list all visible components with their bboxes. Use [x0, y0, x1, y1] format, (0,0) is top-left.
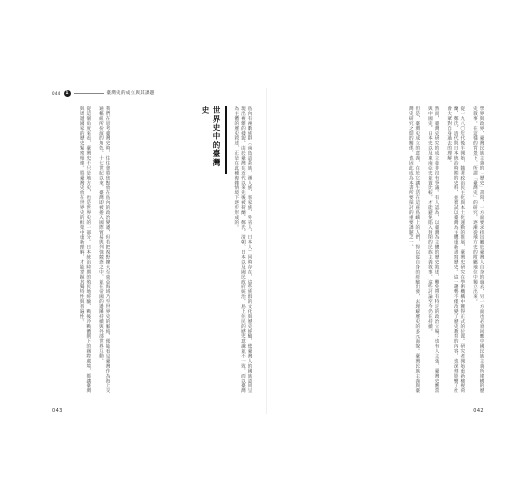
left-page [52, 88, 252, 414]
paragraph: 學界與政界，臺灣民族主義的「歷史」書寫，一方面要求找出屬於臺灣人自身的過去，另一方面也必須回應中國民族主義所建構的歷史敘事。在這樣的背景下，所謂「臺灣史」的研究，逐漸從地方史的附屬地位中獨立出來。 [472, 106, 484, 394]
page-number: 043 [52, 408, 63, 414]
section-title: 世界史中的臺灣史 [200, 106, 227, 174]
left-body-text-2 [52, 106, 110, 398]
paragraph: 然而，臺灣史研究的成立並非沒有爭議。有人認為，以臺灣為主體的歷史敘述，難免帶有特定的政治立場；也有人主張，臺灣史應當與中國史、日本史以及東南亞史並置比較，才能避免陷入封閉的民族主義敘事。這些討論至今仍在持續。 [427, 106, 440, 394]
gutter [266, 88, 267, 414]
paragraph: 從一九八〇年代後半開始，隨著政治民主化與本土化運動的推展，臺灣史研究在學術機構中獲得正式的位置。研究者開始重新檢視荷蘭、鄭氏、清代與日本統治時期的史料，並嘗試以臺灣為主體重新書寫歷史。這一趨勢不僅改變了歷史教育的內容，也深刻影響了社會大眾對自身過去的理解。 [446, 106, 465, 394]
header-rule [74, 93, 104, 94]
header-page-number: 044 [52, 90, 61, 96]
left-body-text-1 [212, 106, 252, 398]
running-header [52, 88, 272, 98]
book-spread [40, 88, 484, 414]
chapter-number-badge: 1 [65, 90, 69, 96]
paragraph: 從這個角度來看，臺灣史不只是地方史，也是世界史的一部分。日本統治時期的殖民地經驗、戰後冷戰體制下的國際處境，都讓臺灣與周邊國家的歷史緊密相連。將臺灣史放在世界史的框架中重新理解，才能掌握其獨特性與普遍性。 [79, 106, 91, 394]
header-title: 臺灣史的成立與其課題 [106, 91, 155, 96]
paragraph: 但是，臺灣史成立的意義，在於它讓生活在這座島嶼上的人們，得以從自身的經驗出發，去理解歷史的多元面貌。臺灣民族主義與臺灣史研究之間的關係，也因此成為本書所要探討的重要課題之一。 [408, 106, 420, 394]
right-body-text [284, 106, 484, 398]
paragraph: 我們在思考臺灣史時，往往會將焦點放在島內的政治變遷，但若把視野擴大至東亞海域乃至世界史的脈絡，便能看見臺灣作為海上交通樞紐所扮演的角色。十七世紀以來，臺灣即被捲入國際貿易與列強競逐之中，並在帝國的邊陲持續與外部世界互動。 [98, 106, 110, 394]
page-number: 042 [473, 408, 484, 414]
paragraph: 島內有複數族群（南島語系族、漢人族、客家族、外省人、日本人）同時存在，這些族群的文化與歷史經驗，使臺灣人的國族認同呈現出複雜的樣貌。由於臺灣在近代以來先後被荷蘭、鄭氏、清朝、日本以及國民政府統治，島上住民的歷史意識並不一致，而以臺灣為主體的歷史敘述，正是在此種複雜情境下逐步形成的。 [233, 106, 252, 394]
right-page [284, 88, 484, 414]
